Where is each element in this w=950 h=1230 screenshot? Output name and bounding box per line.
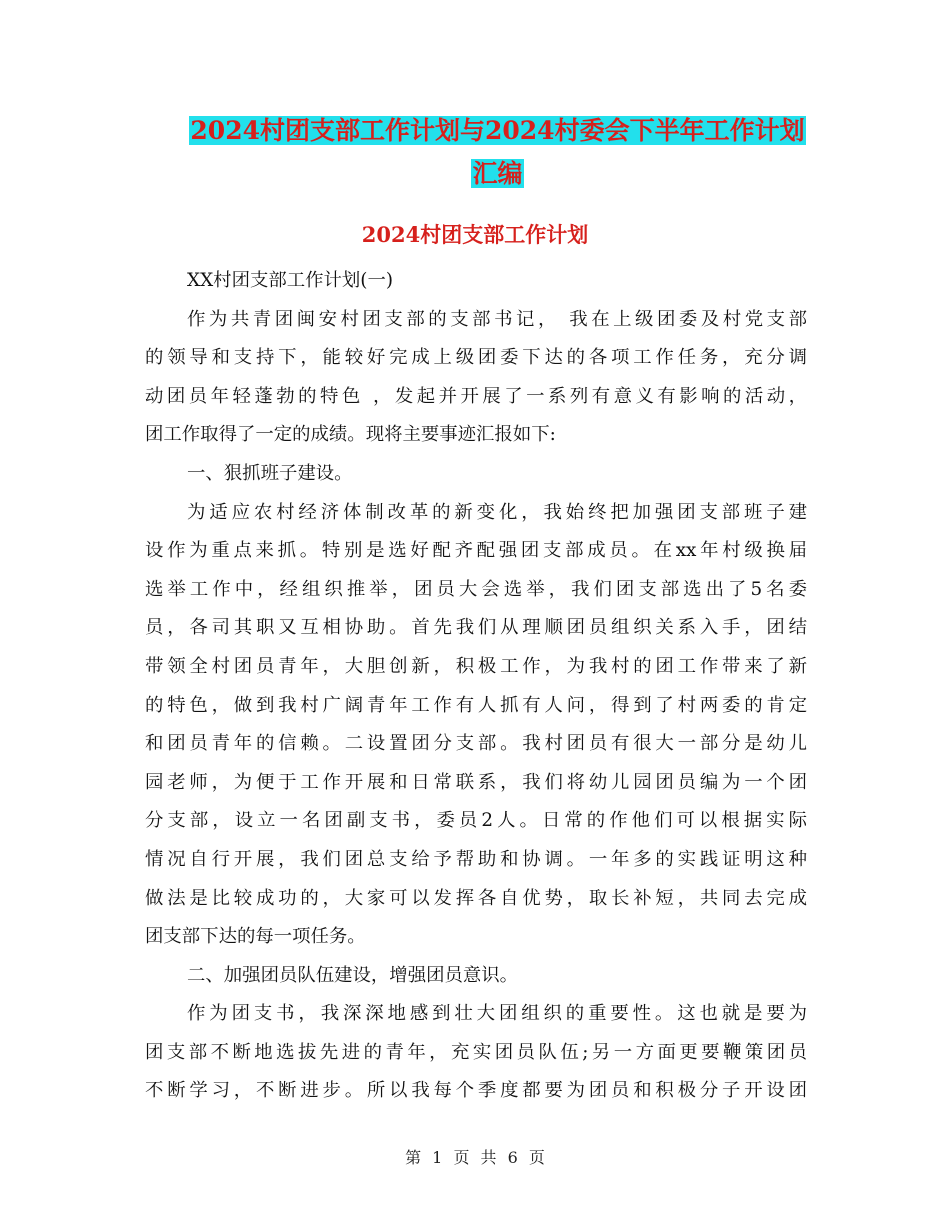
paragraph-line: 动团员年轻蓬勃的特色 ，发起并开展了一系列有意义有影响的活动， bbox=[145, 385, 807, 407]
paragraph-line: 二、加强团员队伍建设，增强团员意识。 bbox=[187, 964, 519, 986]
paragraph-line: 不断学习，不断进步。所以我每个季度都要为团员和积极分子开设团 bbox=[145, 1080, 807, 1102]
paragraph-line: 选举工作中，经组织推举，团员大会选举，我们团支部选出了5名委 bbox=[145, 578, 807, 600]
paragraph-line: 的领导和支持下，能较好完成上级团委下达的各项工作任务，充分调 bbox=[145, 347, 807, 369]
main-title-line-2 bbox=[120, 155, 875, 193]
paragraph-line: 团工作取得了一定的成绩。现将主要事迹汇报如下: bbox=[145, 424, 556, 446]
paragraph-line: 为适应农村经济体制改革的新变化，我始终把加强团支部班子建 bbox=[187, 501, 807, 523]
paragraph-line: 团支部不断地选拔先进的青年，充实团员队伍;另一方面更要鞭策团员 bbox=[145, 1041, 807, 1063]
paragraph-line: XX村团支部工作计划(一) bbox=[187, 270, 394, 291]
paragraph-line: 做法是比较成功的，大家可以发挥各自优势，取长补短，共同去完成 bbox=[145, 887, 807, 909]
paragraph-line: 和团员青年的信赖。二设置团分支部。我村团员有很大一部分是幼儿 bbox=[145, 733, 807, 755]
paragraph-line: 的特色，做到我村广阔青年工作有人抓有人问，得到了村两委的肯定 bbox=[145, 694, 807, 716]
document-body bbox=[145, 262, 807, 1111]
paragraph-line: 团支部下达的每一项任务。 bbox=[145, 926, 366, 948]
main-title-line-1 bbox=[120, 112, 875, 150]
paragraph-line: 带领全村团员青年，大胆创新，积极工作，为我村的团工作带来了新 bbox=[145, 655, 807, 677]
paragraph-line: 员，各司其职又互相协助。首先我们从理顺团员组织关系入手，团结 bbox=[145, 617, 807, 639]
paragraph-line: 作为共青团闽安村团支部的支部书记， 我在上级团委及村党支部 bbox=[187, 308, 807, 330]
paragraph-line: 设作为重点来抓。特别是选好配齐配强团支部成员。在xx年村级换届 bbox=[145, 540, 807, 562]
paragraph-line: 作为团支书，我深深地感到壮大团组织的重要性。这也就是要为 bbox=[187, 1003, 807, 1025]
paragraph-line: 园老师，为便于工作开展和日常联系，我们将幼儿园团员编为一个团 bbox=[145, 771, 807, 793]
section-title: 2024村团支部工作计划 bbox=[361, 222, 589, 247]
main-title-text: 汇编 bbox=[472, 159, 523, 188]
page-footer: 第 1 页 共 6 页 bbox=[405, 1148, 545, 1167]
main-title-text: 2024村团支部工作计划与2024村委会下半年工作计划 bbox=[190, 116, 805, 145]
paragraph-line: 一、狠抓班子建设。 bbox=[187, 462, 353, 484]
paragraph-line: 情况自行开展，我们团总支给予帮助和协调。一年多的实践证明这种 bbox=[145, 848, 807, 870]
paragraph-line: 分支部，设立一名团副支书，委员2人。日常的作他们可以根据实际 bbox=[145, 810, 807, 832]
